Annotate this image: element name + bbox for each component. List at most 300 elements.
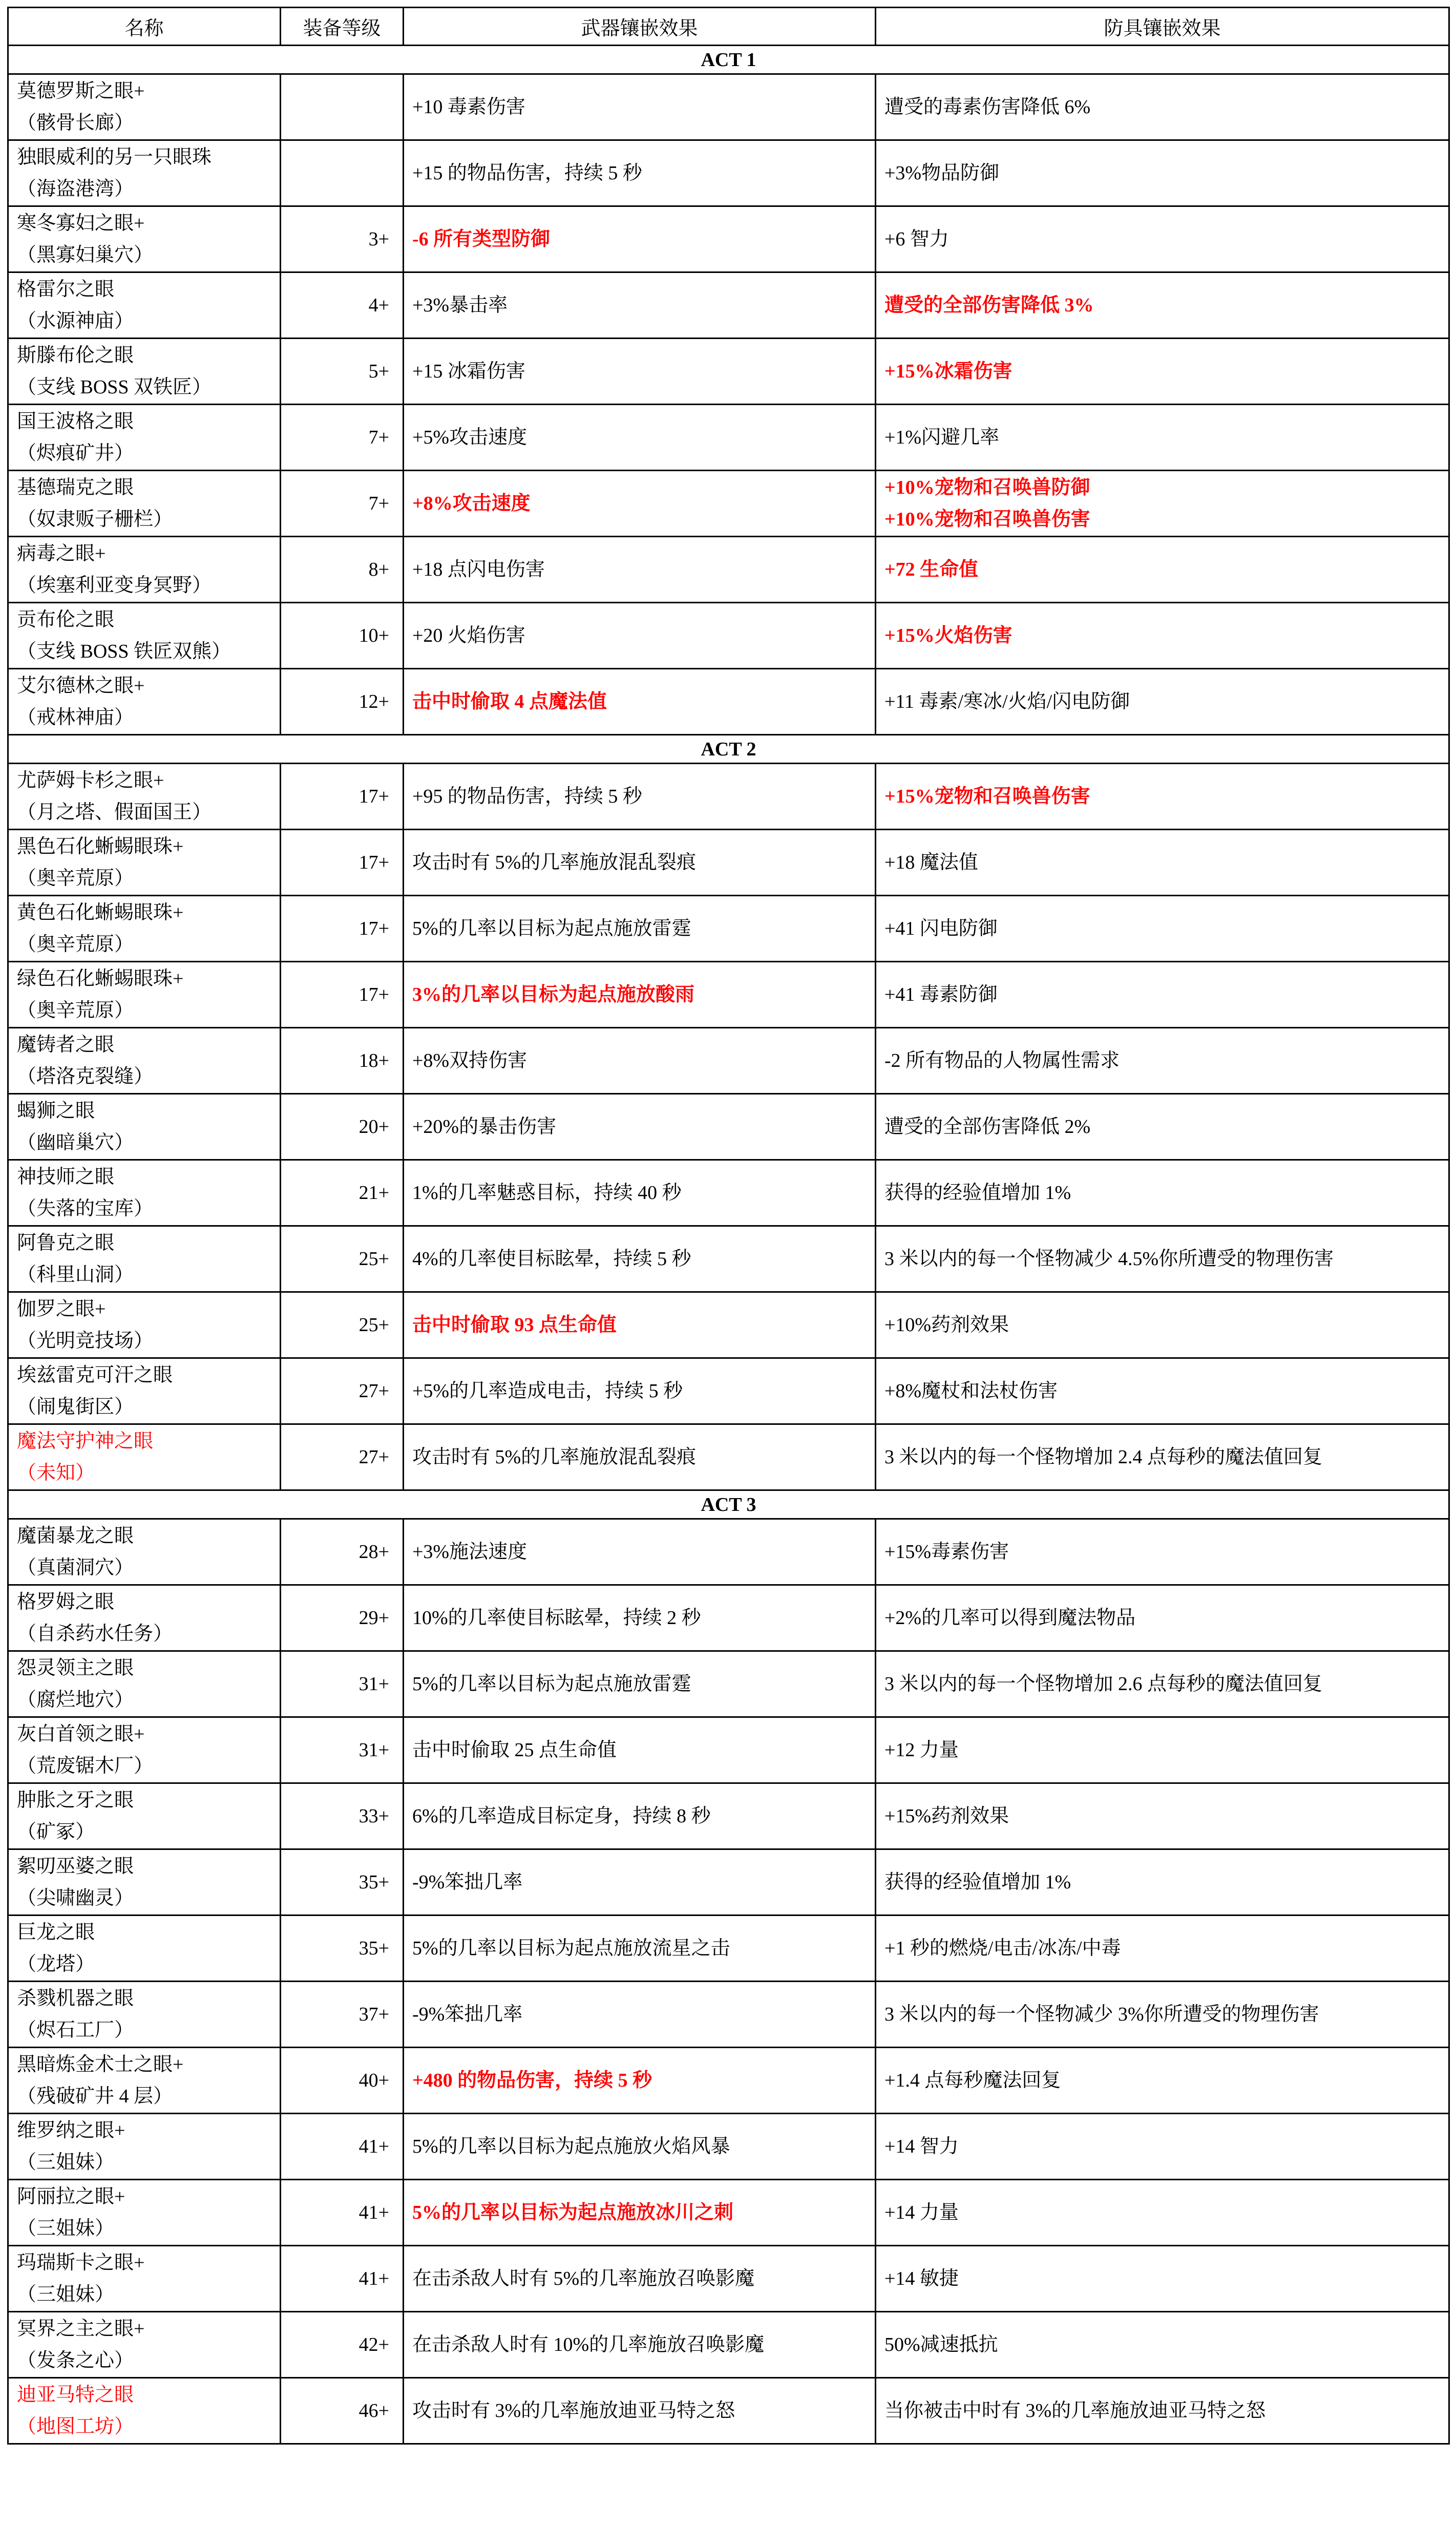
- gem-name: 莫德罗斯之眼+: [17, 80, 145, 102]
- gem-name-cell: [8, 1783, 281, 1849]
- gem-name: 蝎狮之眼: [17, 1100, 95, 1122]
- gem-name-cell: [8, 272, 281, 339]
- gem-name-cell: [8, 537, 281, 603]
- weapon-effect-cell: [404, 962, 876, 1028]
- weapon-effect: 5%的几率以目标为起点施放冰川之刺: [412, 2202, 734, 2223]
- weapon-effect-cell: [404, 764, 876, 830]
- armor-effect: 获得的经验值增加 1%: [884, 1182, 1071, 1204]
- weapon-effect-cell: [404, 2246, 876, 2312]
- act-header-row: [8, 46, 1449, 74]
- equip-level: 10+: [281, 603, 404, 669]
- gem-name: 寒冬寡妇之眼+: [17, 213, 145, 234]
- table-row: [8, 603, 1449, 669]
- gem-location: （支线 BOSS 铁匠双熊）: [17, 641, 231, 662]
- weapon-effect: +8%攻击速度: [412, 493, 531, 514]
- equip-level: 17+: [281, 896, 404, 962]
- gem-location: （残破矿井 4 层）: [17, 2086, 173, 2107]
- table-row: [8, 1028, 1449, 1094]
- gem-location: （奥辛荒原）: [17, 1000, 134, 1021]
- table-row: [8, 1585, 1449, 1651]
- weapon-effect: +10 毒素伤害: [412, 96, 525, 118]
- weapon-effect: 6%的几率造成目标定身，持续 8 秒: [412, 1805, 711, 1827]
- act-header-row: [8, 735, 1449, 764]
- table-row: [8, 2246, 1449, 2312]
- table-row: [8, 1519, 1449, 1585]
- gem-name-cell: [8, 1849, 281, 1915]
- weapon-effect-cell: [404, 1094, 876, 1160]
- weapon-effect: 击中时偷取 4 点魔法值: [412, 691, 607, 712]
- equip-level: 27+: [281, 1424, 404, 1490]
- gem-name: 国王波格之眼: [17, 411, 134, 432]
- armor-effect: +1 秒的燃烧/电击/冰冻/中毒: [884, 1938, 1121, 1959]
- table-body: [8, 46, 1449, 2444]
- gem-name: 格罗姆之眼: [17, 1591, 115, 1613]
- weapon-effect-cell: [404, 2312, 876, 2378]
- gem-location: （奴隶贩子栅栏）: [17, 509, 173, 530]
- table-row: [8, 1717, 1449, 1783]
- armor-effect: +1%闪避几率: [884, 427, 1000, 448]
- weapon-effect: 10%的几率使目标眩晕，持续 2 秒: [412, 1607, 701, 1629]
- armor-effect-cell: [876, 140, 1449, 206]
- table-row: [8, 1915, 1449, 1982]
- gem-name: 巨龙之眼: [17, 1922, 95, 1943]
- equip-level: [281, 140, 404, 206]
- armor-effect: +10%宠物和召唤兽防御: [884, 477, 1090, 498]
- weapon-effect: +5%攻击速度: [412, 427, 527, 448]
- table-row: [8, 74, 1449, 140]
- gem-name: 迪亚马特之眼: [17, 2384, 134, 2406]
- equip-level: 17+: [281, 962, 404, 1028]
- armor-effect-cell: [876, 2048, 1449, 2114]
- weapon-effect: 3%的几率以目标为起点施放酸雨: [412, 984, 695, 1005]
- armor-effect: 遭受的全部伤害降低 2%: [884, 1116, 1091, 1138]
- weapon-effect: +15 冰霜伤害: [412, 361, 525, 382]
- armor-effect: -2 所有物品的人物属性需求: [884, 1050, 1120, 1071]
- equip-level: 29+: [281, 1585, 404, 1651]
- weapon-effect-cell: [404, 1585, 876, 1651]
- gem-name-cell: [8, 1094, 281, 1160]
- gem-location: （光明竞技场）: [17, 1330, 154, 1352]
- weapon-effect-cell: [404, 1783, 876, 1849]
- weapon-effect: 1%的几率魅惑目标，持续 40 秒: [412, 1182, 682, 1204]
- act-title: ACT 2: [8, 735, 1449, 764]
- armor-effect-cell: [876, 1028, 1449, 1094]
- weapon-effect-cell: [404, 1226, 876, 1292]
- weapon-effect-cell: [404, 140, 876, 206]
- table-row: [8, 140, 1449, 206]
- gem-location: （黑寡妇巢穴）: [17, 244, 154, 266]
- armor-effect: +14 力量: [884, 2202, 959, 2223]
- equip-level: 7+: [281, 471, 404, 537]
- gem-name: 魔铸者之眼: [17, 1034, 115, 1056]
- armor-effect: 50%减速抵抗: [884, 2334, 998, 2355]
- gem-name-cell: [8, 1519, 281, 1585]
- armor-effect: +14 智力: [884, 2136, 959, 2157]
- gem-location: （未知）: [17, 1462, 95, 1484]
- equip-level: 17+: [281, 830, 404, 896]
- column-header-name: 名称: [8, 8, 281, 46]
- table-row: [8, 537, 1449, 603]
- weapon-effect-cell: [404, 206, 876, 272]
- gem-location: （荒废锯木厂）: [17, 1755, 154, 1777]
- gem-location: （真菌洞穴）: [17, 1557, 134, 1578]
- table-row: [8, 1651, 1449, 1717]
- act-title: ACT 3: [8, 1490, 1449, 1519]
- weapon-effect-cell: [404, 405, 876, 471]
- gem-name: 魔菌暴龙之眼: [17, 1525, 134, 1547]
- gem-name-cell: [8, 1160, 281, 1226]
- weapon-effect-cell: [404, 272, 876, 339]
- weapon-effect-cell: [404, 896, 876, 962]
- equip-level: 21+: [281, 1160, 404, 1226]
- weapon-effect: +5%的几率造成电击，持续 5 秒: [412, 1380, 683, 1402]
- weapon-effect: 5%的几率以目标为起点施放雷霆: [412, 918, 691, 939]
- gem-name-cell: [8, 2312, 281, 2378]
- equip-level: 17+: [281, 764, 404, 830]
- gem-location: （三姐妹）: [17, 2218, 115, 2239]
- armor-effect-cell: [876, 1717, 1449, 1783]
- armor-effect: 3 米以内的每一个怪物减少 3%你所遭受的物理伤害: [884, 2004, 1319, 2025]
- weapon-effect: +480 的物品伤害，持续 5 秒: [412, 2070, 652, 2091]
- gem-location: （塔洛克裂缝）: [17, 1066, 154, 1087]
- armor-effect-cell: [876, 669, 1449, 735]
- table-row: [8, 1982, 1449, 2048]
- act-header-row: [8, 1490, 1449, 1519]
- gem-name-cell: [8, 2378, 281, 2444]
- armor-effect: +3%物品防御: [884, 162, 1000, 184]
- armor-effect: +8%魔杖和法杖伤害: [884, 1380, 1058, 1402]
- gem-name: 黑暗炼金术士之眼+: [17, 2054, 184, 2075]
- gem-name-cell: [8, 1651, 281, 1717]
- table-row: [8, 1783, 1449, 1849]
- gem-name-cell: [8, 669, 281, 735]
- weapon-effect: +3%施法速度: [412, 1541, 527, 1563]
- equip-level: 27+: [281, 1358, 404, 1424]
- gem-location: （烬石工厂）: [17, 2019, 134, 2041]
- armor-effect-cell: [876, 1651, 1449, 1717]
- equip-level: 3+: [281, 206, 404, 272]
- gem-name-cell: [8, 74, 281, 140]
- weapon-effect: +20 火焰伤害: [412, 625, 525, 646]
- gem-location: （尖啸幽灵）: [17, 1887, 134, 1909]
- gem-name: 冥界之主之眼+: [17, 2318, 145, 2340]
- table-row: [8, 2048, 1449, 2114]
- armor-effect-cell: [876, 339, 1449, 405]
- gem-name-cell: [8, 1358, 281, 1424]
- gem-name-cell: [8, 2048, 281, 2114]
- armor-effect-cell: [876, 2378, 1449, 2444]
- gem-location: （三姐妹）: [17, 2284, 115, 2305]
- weapon-effect: -6 所有类型防御: [412, 228, 551, 250]
- equip-level: 41+: [281, 2114, 404, 2180]
- weapon-effect-cell: [404, 1651, 876, 1717]
- table-row: [8, 272, 1449, 339]
- weapon-effect: -9%笨拙几率: [412, 1871, 523, 1893]
- weapon-effect-cell: [404, 830, 876, 896]
- gem-location: （腐烂地穴）: [17, 1689, 134, 1711]
- table-row: [8, 669, 1449, 735]
- armor-effect-cell: [876, 405, 1449, 471]
- gem-name: 怨灵领主之眼: [17, 1657, 134, 1679]
- equip-level: 46+: [281, 2378, 404, 2444]
- gem-name: 黑色石化蜥蜴眼珠+: [17, 836, 184, 857]
- table-row: [8, 896, 1449, 962]
- column-header-level: 装备等级: [281, 8, 404, 46]
- armor-effect: +14 敏捷: [884, 2268, 959, 2289]
- table-row: [8, 1226, 1449, 1292]
- gem-name-cell: [8, 1292, 281, 1358]
- armor-effect: 当你被击中时有 3%的几率施放迪亚马特之怒: [884, 2400, 1266, 2422]
- gem-name-cell: [8, 1915, 281, 1982]
- armor-effect-cell: [876, 830, 1449, 896]
- gem-location: （戒林神庙）: [17, 707, 134, 728]
- weapon-effect: +3%暴击率: [412, 294, 508, 316]
- gem-name: 阿丽拉之眼+: [17, 2186, 125, 2207]
- armor-effect: +41 闪电防御: [884, 918, 998, 939]
- armor-effect: +15%药剂效果: [884, 1805, 1009, 1827]
- table-row: [8, 1094, 1449, 1160]
- gem-name-cell: [8, 896, 281, 962]
- armor-effect: 遭受的全部伤害降低 3%: [884, 294, 1094, 316]
- armor-effect-cell: [876, 1094, 1449, 1160]
- weapon-effect-cell: [404, 669, 876, 735]
- armor-effect: 3 米以内的每一个怪物增加 2.6 点每秒的魔法值回复: [884, 1673, 1323, 1695]
- gem-name-cell: [8, 206, 281, 272]
- armor-effect-cell: [876, 1849, 1449, 1915]
- gem-location: （月之塔、假面国王）: [17, 802, 212, 823]
- gem-name: 肿胀之牙之眼: [17, 1790, 134, 1811]
- weapon-effect-cell: [404, 1160, 876, 1226]
- weapon-effect-cell: [404, 1915, 876, 1982]
- column-header-weapon: 武器镶嵌效果: [404, 8, 876, 46]
- weapon-effect-cell: [404, 1028, 876, 1094]
- gem-name: 独眼威利的另一只眼珠: [17, 146, 212, 168]
- gem-location: （地图工坊）: [17, 2416, 134, 2437]
- gem-name: 埃兹雷克可汗之眼: [17, 1364, 173, 1386]
- weapon-effect: 击中时偷取 25 点生命值: [412, 1739, 617, 1761]
- armor-effect: +18 魔法值: [884, 852, 978, 873]
- equip-level: 5+: [281, 339, 404, 405]
- gem-location: （龙塔）: [17, 1953, 95, 1975]
- armor-effect-cell: [876, 2312, 1449, 2378]
- act-title: ACT 1: [8, 46, 1449, 74]
- armor-effect: 获得的经验值增加 1%: [884, 1871, 1071, 1893]
- armor-effect-cell: [876, 962, 1449, 1028]
- gem-name-cell: [8, 1226, 281, 1292]
- equip-level: 35+: [281, 1849, 404, 1915]
- equip-level: 28+: [281, 1519, 404, 1585]
- gem-location: （埃塞利亚变身冥野）: [17, 575, 212, 596]
- armor-effect: 3 米以内的每一个怪物增加 2.4 点每秒的魔法值回复: [884, 1446, 1323, 1468]
- gem-location: （奥辛荒原）: [17, 868, 134, 889]
- armor-effect-cell: [876, 1915, 1449, 1982]
- armor-effect-cell: [876, 1292, 1449, 1358]
- gem-name: 病毒之眼+: [17, 543, 106, 564]
- weapon-effect: -9%笨拙几率: [412, 2004, 523, 2025]
- armor-effect: +1.4 点每秒魔法回复: [884, 2070, 1061, 2091]
- armor-effect: 遭受的毒素伤害降低 6%: [884, 96, 1091, 118]
- weapon-effect-cell: [404, 603, 876, 669]
- gem-location: （幽暗巢穴）: [17, 1132, 134, 1153]
- armor-effect: +11 毒素/寒冰/火焰/闪电防御: [884, 691, 1130, 712]
- weapon-effect: 5%的几率以目标为起点施放流星之击: [412, 1938, 730, 1959]
- gem-name-cell: [8, 764, 281, 830]
- gem-name: 玛瑞斯卡之眼+: [17, 2252, 145, 2274]
- table-row: [8, 962, 1449, 1028]
- armor-effect: 3 米以内的每一个怪物减少 4.5%你所遭受的物理伤害: [884, 1248, 1334, 1270]
- gem-location: （闹鬼街区）: [17, 1396, 134, 1418]
- weapon-effect: 在击杀敌人时有 10%的几率施放召唤影魔: [412, 2334, 765, 2355]
- gem-name: 杀戮机器之眼: [17, 1988, 134, 2009]
- gem-name: 维罗纳之眼+: [17, 2120, 125, 2141]
- armor-effect-cell: [876, 537, 1449, 603]
- gem-name-cell: [8, 2114, 281, 2180]
- weapon-effect-cell: [404, 1292, 876, 1358]
- gem-name-cell: [8, 2246, 281, 2312]
- weapon-effect: 攻击时有 5%的几率施放混乱裂痕: [412, 852, 697, 873]
- armor-effect-cell: [876, 1783, 1449, 1849]
- weapon-effect-cell: [404, 2180, 876, 2246]
- weapon-effect: 5%的几率以目标为起点施放火焰风暴: [412, 2136, 730, 2157]
- weapon-effect-cell: [404, 1849, 876, 1915]
- armor-effect-cell: [876, 74, 1449, 140]
- armor-effect: +6 智力: [884, 228, 949, 250]
- armor-effect-cell: [876, 603, 1449, 669]
- table-row: [8, 2180, 1449, 2246]
- gem-name-cell: [8, 830, 281, 896]
- gem-location: （水源神庙）: [17, 310, 134, 332]
- gem-name: 魔法守护神之眼: [17, 1430, 154, 1452]
- weapon-effect: 攻击时有 5%的几率施放混乱裂痕: [412, 1446, 697, 1468]
- weapon-effect-cell: [404, 537, 876, 603]
- armor-effect-cell: [876, 1424, 1449, 1490]
- gem-location: （科里山洞）: [17, 1264, 134, 1286]
- gem-name: 斯滕布伦之眼: [17, 345, 134, 366]
- gem-name: 神技师之眼: [17, 1166, 115, 1188]
- table-row: [8, 2114, 1449, 2180]
- gem-location: （海盗港湾）: [17, 178, 134, 200]
- gem-location: （自杀药水任务）: [17, 1623, 173, 1645]
- armor-effect: +72 生命值: [884, 559, 979, 580]
- armor-effect: +41 毒素防御: [884, 984, 998, 1005]
- weapon-effect-cell: [404, 339, 876, 405]
- table-row: [8, 1292, 1449, 1358]
- column-header-armor: 防具镶嵌效果: [876, 8, 1449, 46]
- gem-location: （失落的宝库）: [17, 1198, 154, 1219]
- weapon-effect-cell: [404, 1519, 876, 1585]
- equip-level: 42+: [281, 2312, 404, 2378]
- armor-effect-cell: [876, 471, 1449, 537]
- table-row: [8, 1358, 1449, 1424]
- weapon-effect-cell: [404, 2378, 876, 2444]
- armor-effect-cell: [876, 2180, 1449, 2246]
- weapon-effect-cell: [404, 471, 876, 537]
- weapon-effect: 5%的几率以目标为起点施放雷霆: [412, 1673, 691, 1695]
- gem-name: 艾尔德林之眼+: [17, 675, 145, 697]
- armor-effect: +10%宠物和召唤兽伤害: [884, 509, 1090, 530]
- armor-effect-cell: [876, 1226, 1449, 1292]
- gem-location: （发条之心）: [17, 2350, 134, 2371]
- equip-level: 8+: [281, 537, 404, 603]
- equip-level: 18+: [281, 1028, 404, 1094]
- weapon-effect-cell: [404, 74, 876, 140]
- table-row: [8, 471, 1449, 537]
- table-row: [8, 2378, 1449, 2444]
- weapon-effect: +20%的暴击伤害: [412, 1116, 557, 1138]
- gem-name-cell: [8, 1424, 281, 1490]
- equip-level: 20+: [281, 1094, 404, 1160]
- gem-name: 絮叨巫婆之眼: [17, 1856, 134, 1877]
- equip-level: 4+: [281, 272, 404, 339]
- table-row: [8, 764, 1449, 830]
- weapon-effect: +8%双持伤害: [412, 1050, 527, 1071]
- gem-name-cell: [8, 962, 281, 1028]
- equip-level: 35+: [281, 1915, 404, 1982]
- weapon-effect-cell: [404, 1717, 876, 1783]
- table-row: [8, 830, 1449, 896]
- equip-level: 31+: [281, 1651, 404, 1717]
- armor-effect: +15%火焰伤害: [884, 625, 1012, 646]
- gem-name: 灰白首领之眼+: [17, 1723, 145, 1745]
- gem-name: 阿鲁克之眼: [17, 1232, 115, 1254]
- gem-name: 尤萨姆卡杉之眼+: [17, 770, 164, 791]
- weapon-effect: +18 点闪电伤害: [412, 559, 545, 580]
- gem-name-cell: [8, 405, 281, 471]
- weapon-effect: 4%的几率使目标眩晕，持续 5 秒: [412, 1248, 691, 1270]
- gem-location: （奥辛荒原）: [17, 934, 134, 955]
- gem-effects-table: [7, 7, 1450, 2445]
- equip-level: 12+: [281, 669, 404, 735]
- gem-location: （三姐妹）: [17, 2152, 115, 2173]
- table-row: [8, 339, 1449, 405]
- gem-name-cell: [8, 339, 281, 405]
- armor-effect-cell: [876, 896, 1449, 962]
- equip-level: 31+: [281, 1717, 404, 1783]
- gem-name-cell: [8, 1028, 281, 1094]
- gem-name: 绿色石化蜥蜴眼珠+: [17, 968, 184, 990]
- weapon-effect: +95 的物品伤害，持续 5 秒: [412, 786, 642, 807]
- gem-location: （支线 BOSS 双铁匠）: [17, 376, 212, 398]
- armor-effect-cell: [876, 272, 1449, 339]
- gem-name-cell: [8, 1585, 281, 1651]
- gem-name-cell: [8, 603, 281, 669]
- equip-level: [281, 74, 404, 140]
- gem-name-cell: [8, 1717, 281, 1783]
- gem-location: （骸骨长廊）: [17, 112, 134, 134]
- gem-name: 黄色石化蜥蜴眼珠+: [17, 902, 184, 923]
- gem-name: 贡布伦之眼: [17, 609, 115, 630]
- gem-name: 格雷尔之眼: [17, 279, 115, 300]
- weapon-effect: 击中时偷取 93 点生命值: [412, 1314, 617, 1336]
- weapon-effect-cell: [404, 2048, 876, 2114]
- armor-effect-cell: [876, 764, 1449, 830]
- equip-level: 41+: [281, 2180, 404, 2246]
- armor-effect-cell: [876, 1358, 1449, 1424]
- table-row: [8, 1160, 1449, 1226]
- gem-name-cell: [8, 1982, 281, 2048]
- equip-level: 25+: [281, 1292, 404, 1358]
- gem-name-cell: [8, 471, 281, 537]
- gem-name: 伽罗之眼+: [17, 1298, 106, 1320]
- weapon-effect-cell: [404, 1424, 876, 1490]
- armor-effect: +15%冰霜伤害: [884, 361, 1012, 382]
- armor-effect-cell: [876, 1519, 1449, 1585]
- gem-location: （矿冢）: [17, 1821, 95, 1843]
- gem-location: （烬痕矿井）: [17, 443, 134, 464]
- equip-level: 40+: [281, 2048, 404, 2114]
- gem-name-cell: [8, 2180, 281, 2246]
- weapon-effect-cell: [404, 1358, 876, 1424]
